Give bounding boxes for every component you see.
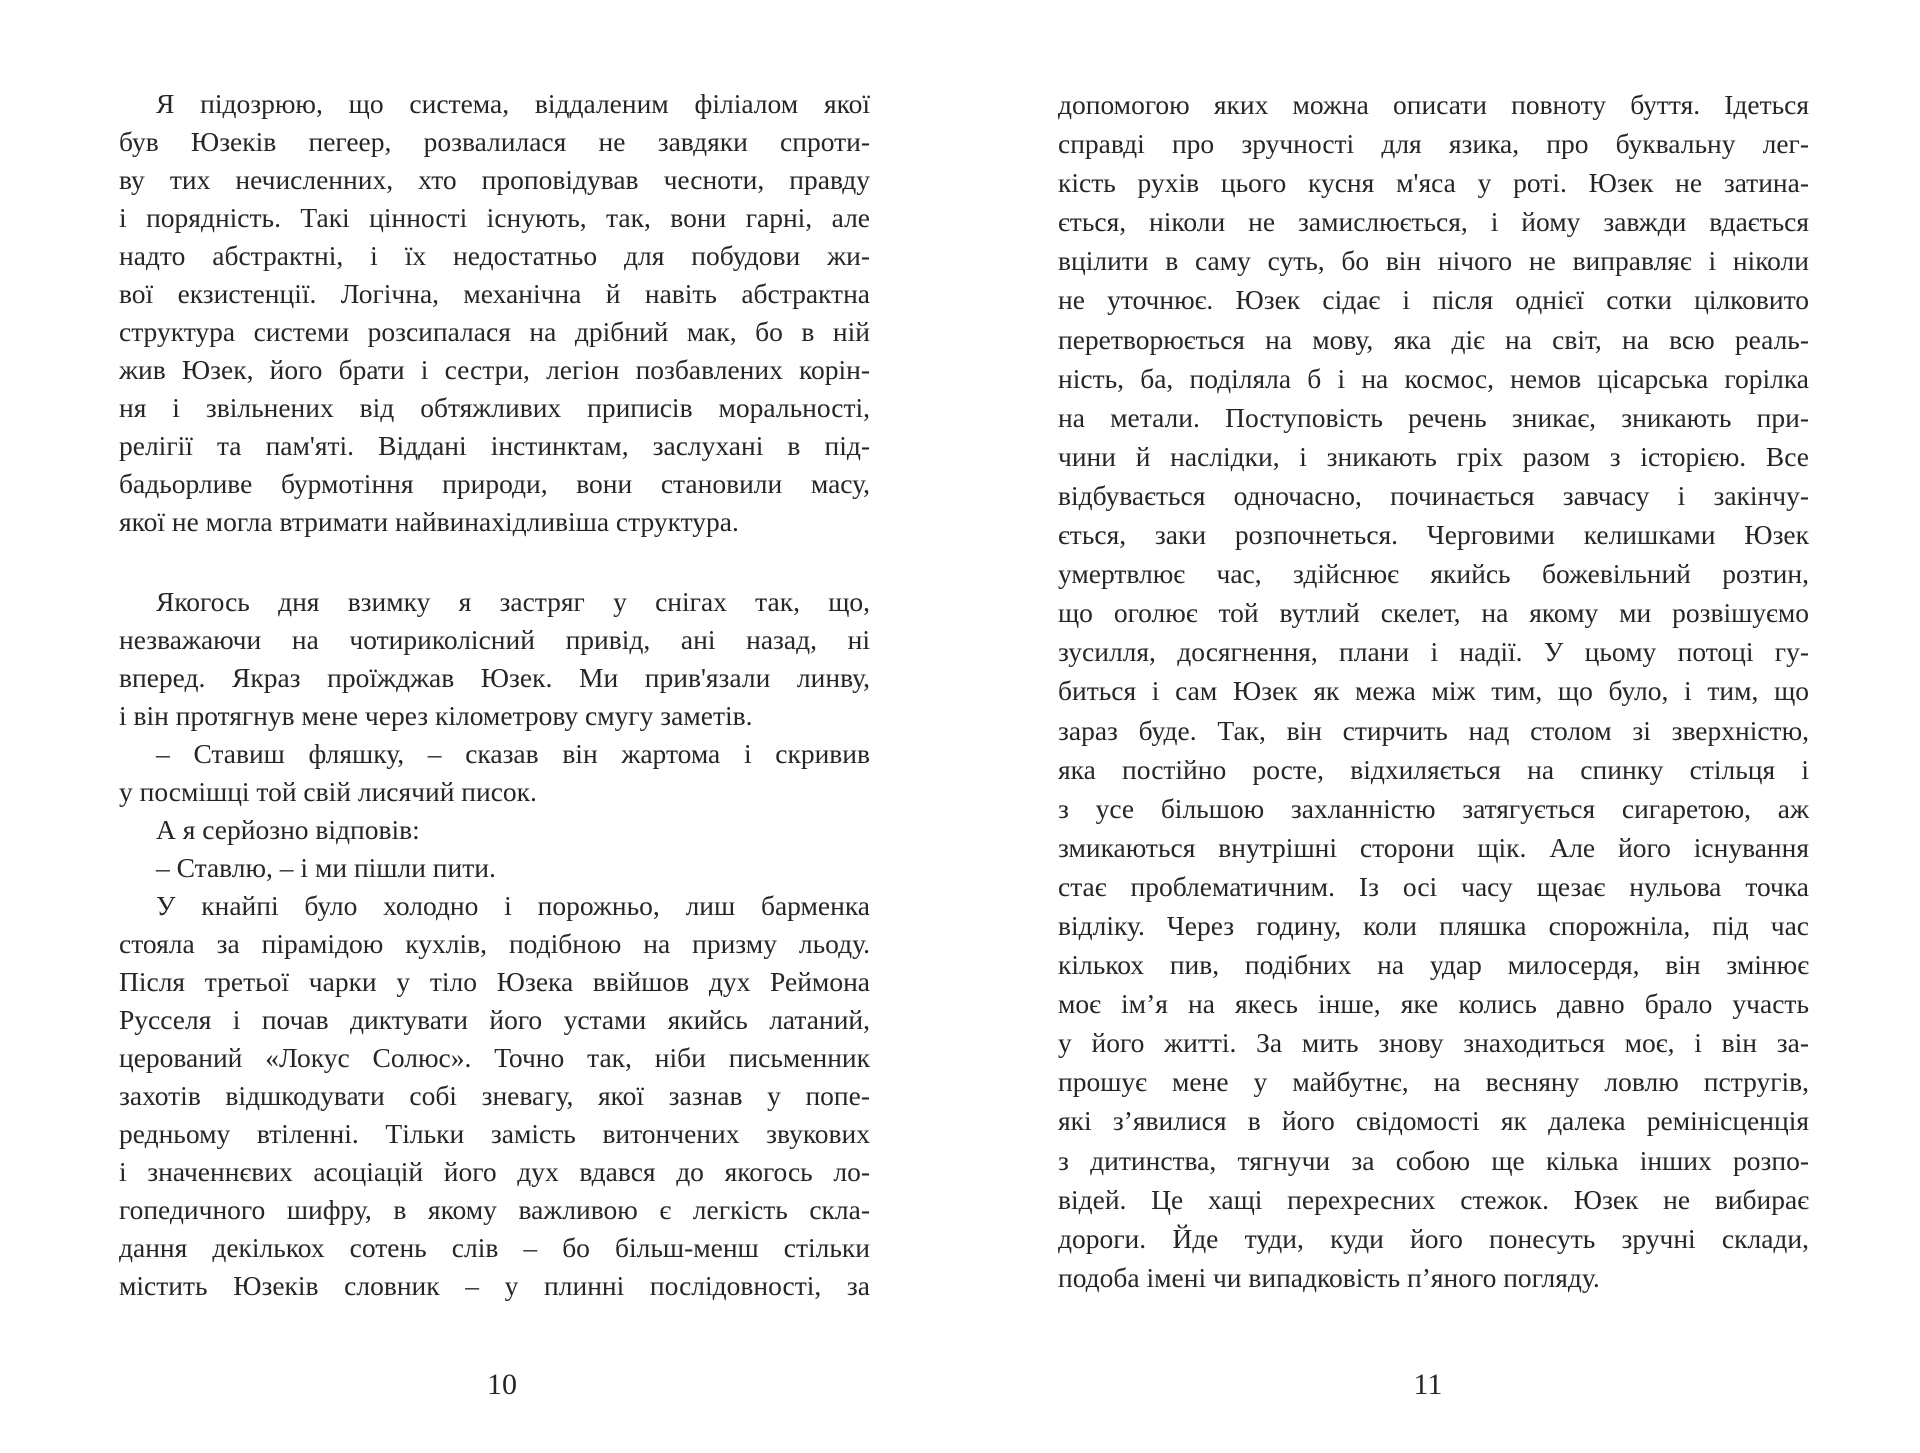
text-line: містить Юзеків словник – у плинні послідовності, за (119, 1270, 870, 1301)
text-line: справді про зручності для язика, про буквальну лег- (1058, 128, 1809, 160)
text-line: редньому втіленні. Тільки замість витончених звукових (119, 1118, 870, 1149)
text-line: бадьорливе бурмотіння природи, вони становили масу, (119, 468, 870, 499)
text-line: умертвлює час, здійснює якийсь божевільний розтин, (1058, 558, 1809, 590)
text-line: биться і сам Юзек як межа між тим, що було, і тим, що (1058, 675, 1809, 707)
text-line: дороги. Йде туди, куди його понесуть зручні склади, (1058, 1222, 1809, 1254)
text-line: У кнайпі було холодно і порожньо, лиш барменка (156, 890, 870, 921)
right-page (960, 0, 1920, 1453)
text-line: – Ставлю, – і ми пішли пити. (156, 852, 496, 883)
text-line: допомогою яких можна описати повноту буття. Ідеться (1058, 89, 1809, 120)
text-line: і порядність. Такі цінності існують, так, вони гарні, але (119, 202, 870, 233)
text-line: ня і звільнених від обтяжливих приписів моральності, (119, 392, 870, 423)
paragraph (119, 811, 870, 849)
text-line: ється, ніколи не замислюється, і йому завжди вдається (1058, 206, 1809, 238)
text-line: незважаючи на чотириколісний привід, ані назад, ні (119, 624, 870, 655)
text-line: змикаються внутрішні сторони щік. Але його існування (1058, 831, 1809, 863)
page-text (1058, 85, 1809, 1297)
text-line: кість рухів цього кусня м'яса у роті. Юзек не затина- (1058, 167, 1809, 199)
text-line: ність, ба, поділяла б і на космос, немов цісарська горілка (1058, 362, 1809, 394)
text-line: вцілити в саму суть, бо він нічого не виправляє і ніколи (1058, 245, 1809, 277)
text-line: Після третьої чарки у тіло Юзека ввійшов дух Реймона (119, 966, 870, 997)
text-line: стає проблематичним. Із осі часу щезає нульова точка (1058, 870, 1809, 902)
text-line: гопедичного шифру, в якому важливою є легкість скла- (119, 1194, 870, 1225)
text-line: був Юзеків пегеер, розвалилася не завдяки спроти- (119, 126, 870, 157)
paragraph (119, 583, 870, 735)
text-line: вперед. Якраз проїжджав Юзек. Ми прив'язали линву, (119, 662, 870, 693)
text-line: жив Юзек, його брати і сестри, легіон позбавлених корін- (119, 354, 870, 385)
text-line: Русселя і почав диктувати його устами якийсь латаний, (119, 1004, 870, 1035)
text-line: у посмішці той свій лисячий писок. (119, 776, 537, 807)
text-line: вої екзистенції. Логічна, механічна й навіть абстрактна (119, 278, 870, 309)
paragraph (119, 849, 870, 887)
text-line: надто абстрактні, і їх недостатньо для побудови жи- (119, 240, 870, 271)
text-line: на метали. Поступовість речень зникає, зникають при- (1058, 401, 1809, 433)
text-line: відліку. Через годину, коли пляшка спорожніла, під час (1058, 909, 1809, 941)
text-line: моє ім’я на якесь інше, яке колись давно брало участь (1058, 988, 1809, 1020)
paragraph (119, 735, 870, 811)
text-line: які з’явилися в його свідомості як далека ремінісценція (1058, 1105, 1809, 1137)
text-line: А я серйозно відповів: (156, 814, 420, 845)
text-line: зусилля, досягнення, плани і надії. У цьому потоці гу- (1058, 636, 1809, 668)
text-line: релігії та пам'яті. Віддані інстинктам, заслухані в під- (119, 430, 870, 461)
text-line: у його житті. За мить знову знаходиться моє, і він за- (1058, 1027, 1809, 1059)
text-line: перетворюється на мову, яка діє на світ, на всю реаль- (1058, 323, 1809, 355)
text-line: Я підозрюю, що система, віддаленим філіалом якої (156, 88, 870, 119)
paragraph (119, 85, 870, 541)
text-line: кількох пив, подібних на удар милосердя, він змінює (1058, 949, 1809, 981)
page-number: 10 (487, 1368, 517, 1401)
text-line: прошує мене у майбутнє, на весняну ловлю пстругів, (1058, 1066, 1809, 1098)
paragraph (1058, 85, 1809, 1297)
page-number: 11 (1413, 1368, 1443, 1401)
text-line: яка постійно росте, відхиляється на спинку стільця і (1058, 753, 1809, 785)
text-line: дання декількох сотень слів – бо більш-менш стільки (119, 1232, 870, 1263)
text-line: Якогось дня взимку я застряг у снігах так, що, (156, 586, 870, 617)
text-line: не уточнює. Юзек сідає і після однієї сотки цілковито (1058, 284, 1809, 316)
text-line: структура системи розсипалася на дрібний мак, бо в ній (119, 316, 870, 347)
text-line: церований «Локус Солюс». Точно так, ніби письменник (119, 1042, 870, 1073)
text-line: стояла за пірамідою кухлів, подібною на призму льоду. (119, 928, 870, 959)
text-line: зараз буде. Так, він стирчить над столом зі зверхністю, (1058, 714, 1809, 746)
text-line: ву тих нечисленних, хто проповідував чесноти, правду (119, 164, 870, 195)
text-line: захотів відшкодувати собі зневагу, якої зазнав у попе- (119, 1080, 870, 1111)
text-line: з усе більшою захланністю затягується сигаретою, аж (1058, 792, 1809, 824)
text-line: що оголює той вутлий скелет, на якому ми розвішуємо (1058, 597, 1809, 629)
page-text (119, 85, 870, 1305)
text-line: і значеннєвих асоціацій його дух вдався до якогось ло- (119, 1156, 870, 1187)
text-line: відбувається одночасно, починається завчасу і закінчу- (1058, 479, 1809, 511)
text-line: і він протягнув мене через кілометрову смугу заметів. (119, 700, 753, 731)
text-line: ється, заки розпочнеться. Черговими келишками Юзек (1058, 519, 1809, 551)
text-line: з дитинства, тягнучи за собою ще кілька інших розпо- (1058, 1144, 1809, 1176)
text-line: відей. Це хащі перехресних стежок. Юзек не вибирає (1058, 1183, 1809, 1215)
text-line: – Ставиш фляшку, – сказав він жартома і скривив (156, 738, 870, 769)
text-line: подоба імені чи випадковість п’яного погляду. (1058, 1261, 1600, 1293)
text-line: якої не могла втримати найвинахідливіша структура. (119, 506, 739, 537)
paragraph (119, 887, 870, 1305)
text-line: чини й наслідки, і зникають гріх разом з історією. Все (1058, 440, 1809, 472)
